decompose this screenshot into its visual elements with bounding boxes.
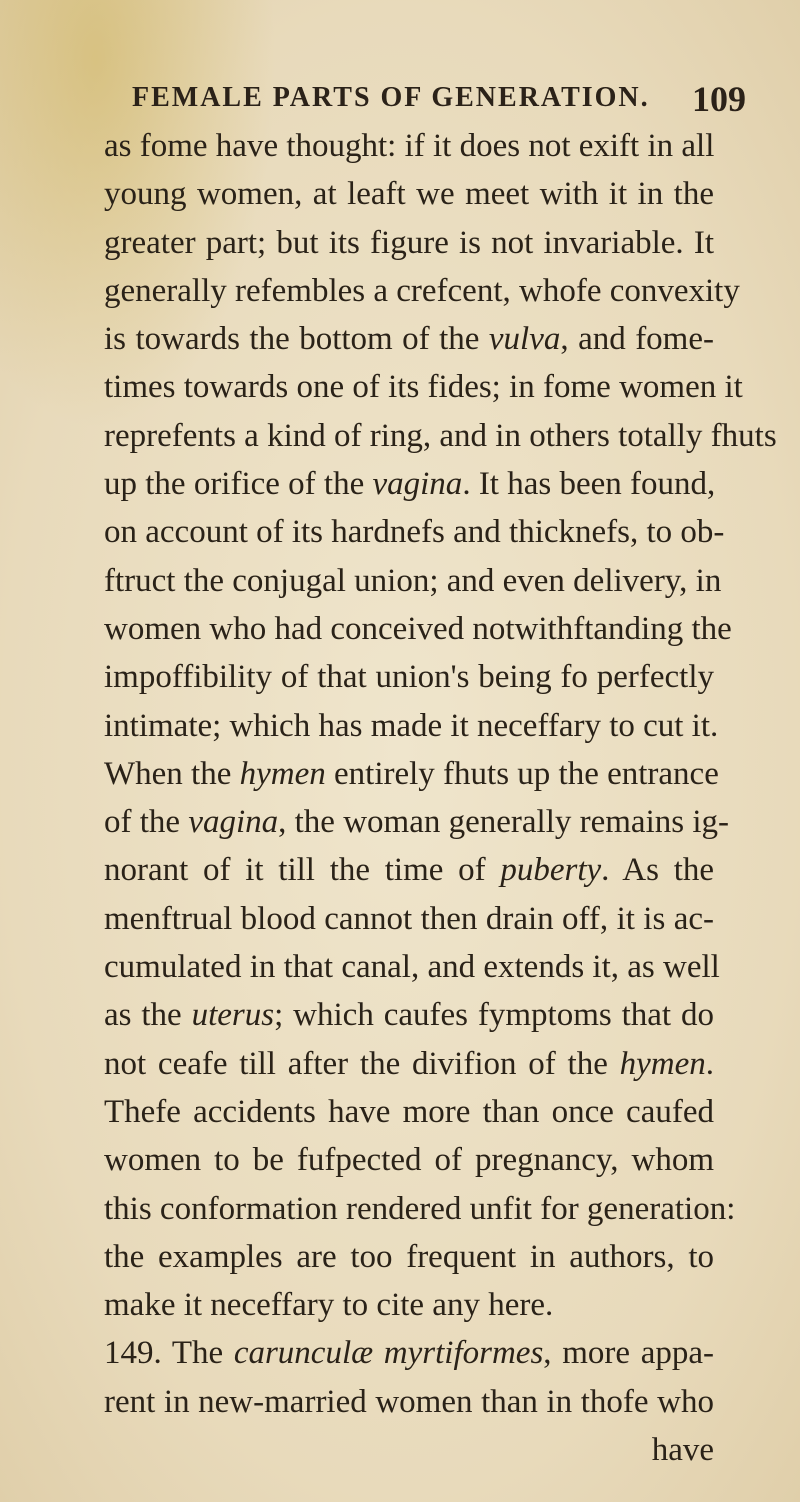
text-line [104,991,714,1039]
text-run: women to be fufpected of pregnancy, whom [104,1142,714,1179]
text-run: as the [104,997,192,1034]
catchword: have [651,1432,714,1469]
italic-term: hymen [239,755,326,792]
text-run: women who had conceived notwithftanding the [104,610,732,647]
text-line [104,122,714,170]
text-run: , more appa- [543,1335,714,1372]
text-line [104,1040,714,1088]
text-line [104,1378,714,1426]
text-run: as fome have thought: if it does not exift in all [104,128,715,164]
text-run: . [705,1045,714,1082]
page-number: 109 [692,79,746,119]
text-line [104,605,732,653]
text-line [104,170,714,218]
text-run: on account of its hardnefs and thicknefs, to ob- [104,514,725,551]
text-line [104,460,714,508]
text-run: menftrual blood cannot then drain off, it is ac- [104,900,714,937]
text-line [104,1329,714,1377]
text-run: impoffibility of that union's being fo perfectly [104,659,714,696]
text-run: norant of it till the time of [104,852,501,889]
italic-term: hymen [619,1045,706,1082]
running-title: FEMALE PARTS OF GENERATION. [132,82,650,113]
text-run: up the orifice of the [104,466,373,503]
text-run: . As the [601,852,715,889]
text-line [104,846,714,894]
text-line [104,1185,736,1233]
italic-term: uterus [191,997,275,1034]
text-run: ftruct the conjugal union; and even delivery, in [104,562,722,599]
text-run: rent in new-married women than in thofe who [104,1383,714,1420]
text-run: cumulated in that canal, and extends it, as well [104,949,720,986]
text-run: , and fome- [560,321,714,358]
text-line [104,412,777,460]
text-run: entirely fhuts up the entrance [325,755,719,792]
page-header [0,79,800,122]
text-run: ; which caufes fymptoms that do [274,997,714,1034]
text-run: generally refembles a crefcent, whofe convexity [104,272,740,309]
text-line [104,702,719,750]
text-run: 149. The [104,1335,234,1372]
text-line [104,219,714,267]
text-run: Thefe accidents have more than once caufed [104,1093,714,1130]
text-line [104,653,714,701]
text-line [104,267,740,315]
text-line [104,895,714,943]
text-run: not ceafe till after the divifion of the [104,1045,620,1082]
text-line [104,363,743,411]
text-run: reprefents a kind of ring, and in others totally fhuts [104,417,777,454]
text-line [104,750,719,798]
italic-term: vagina [188,804,279,841]
text-run: this conformation rendered unfit for generation: [104,1190,736,1227]
text-run: of the [104,804,189,841]
text-run: the examples are too frequent in authors, to [104,1238,714,1275]
text-line [104,1136,714,1184]
text-run: is towards the bottom of the [104,321,489,358]
italic-term: puberty [500,852,602,889]
text-line [104,508,725,556]
text-line [104,943,720,991]
text-run: make it neceffary to cite any here. [104,1287,554,1324]
text-run: , the woman generally remains ig- [278,804,729,841]
text-line [104,1281,714,1329]
text-run: . It has been found, [462,466,716,503]
text-run: times towards one of its fides; in fome women it [104,369,743,406]
text-line [104,557,722,605]
italic-term: vagina [372,466,463,503]
text-run: intimate; which has made it neceffary to cut it. [104,707,719,744]
text-line [104,315,714,363]
body-text [104,122,777,1474]
text-line [104,1233,714,1281]
text-run: greater part; but its figure is not invariable. It [104,224,714,261]
italic-term: vulva [488,321,561,358]
text-line [104,1088,714,1136]
text-run: When the [104,755,240,792]
italic-term: carunculæ myrtiformes [233,1335,544,1372]
text-line [104,798,729,846]
text-run: young women, at leaft we meet with it in the [104,176,714,213]
